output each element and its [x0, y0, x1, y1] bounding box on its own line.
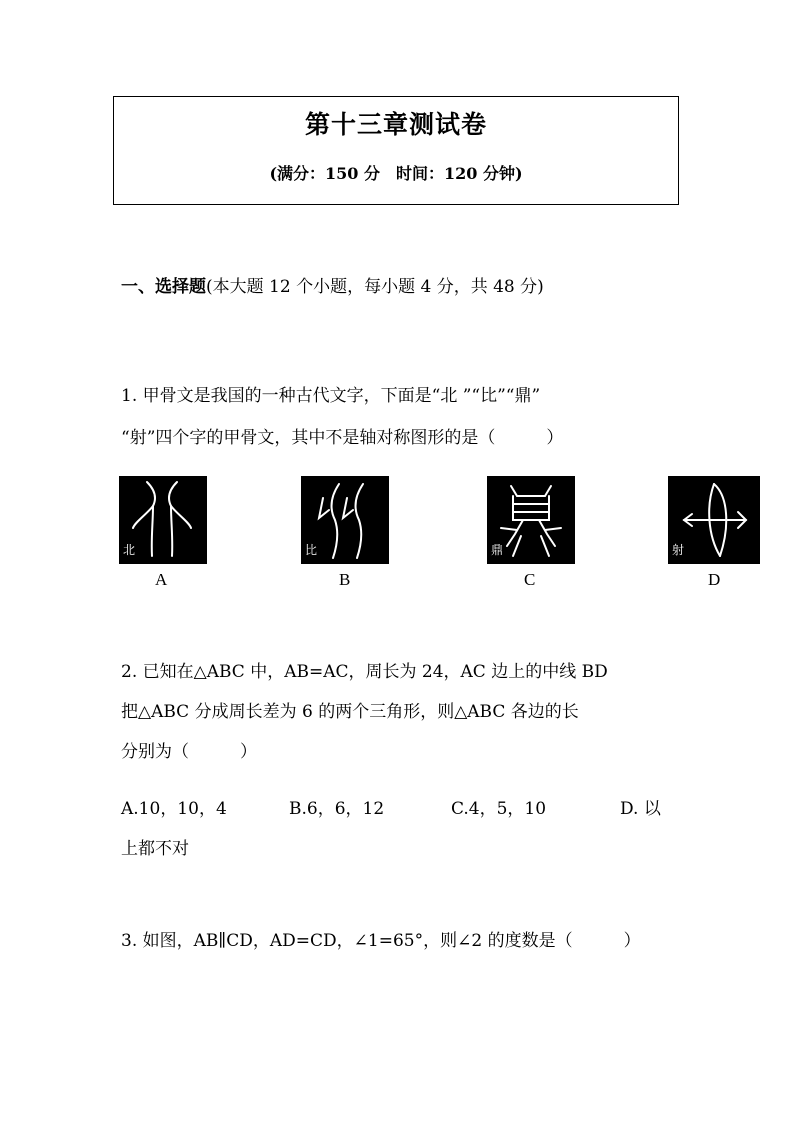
q2-choice-a: A.10，10，4	[121, 799, 227, 819]
figure-ding-label: 鼎	[491, 543, 504, 557]
figure-bei-label: 北	[123, 543, 136, 557]
q2-choice-d-cont: 上都不对	[121, 839, 189, 859]
section-note: (本大题 12 个小题，每小题 4 分，共 48 分)	[206, 277, 544, 297]
option-c-label: C	[524, 570, 536, 589]
q2-choice-d: D. 以	[620, 799, 661, 819]
option-b-label: B	[339, 570, 351, 589]
figure-bi-label: 比	[305, 543, 318, 557]
q1-line-1: 1. 甲骨文是我国的一种古代文字，下面是“北 ”“比”“鼎”	[121, 386, 541, 406]
title-box	[113, 96, 679, 205]
page-subtitle: (满分：150 分 时间：120 分钟)	[269, 164, 523, 183]
q2-choice-b: B.6，6，12	[289, 799, 385, 819]
option-a-label: A	[155, 570, 168, 589]
q3-line-1: 3. 如图，AB∥CD，AD=CD，∠1=65°，则∠2 的度数是（ ）	[121, 931, 641, 951]
figure-bei	[119, 476, 207, 564]
section-title: 一、选择题	[121, 277, 206, 297]
q2-line-3: 分别为（ ）	[121, 742, 257, 762]
figure-ding	[487, 476, 575, 564]
section-heading	[121, 272, 544, 297]
figure-bi	[301, 476, 389, 564]
q2-line-2: 把△ABC 分成周长差为 6 的两个三角形，则△ABC 各边的长	[121, 702, 579, 722]
option-d-label: D	[708, 570, 721, 589]
q2-line-1: 2. 已知在△ABC 中，AB=AC，周长为 24，AC 边上的中线 BD	[121, 662, 608, 682]
figure-she	[668, 476, 760, 564]
page-title: 第十三章测试卷	[304, 110, 487, 139]
q2-choice-c: C.4，5，10	[451, 799, 547, 819]
q1-line-2: “射”四个字的甲骨文，其中不是轴对称图形的是（ ）	[121, 428, 564, 448]
figure-she-label: 射	[672, 543, 685, 557]
